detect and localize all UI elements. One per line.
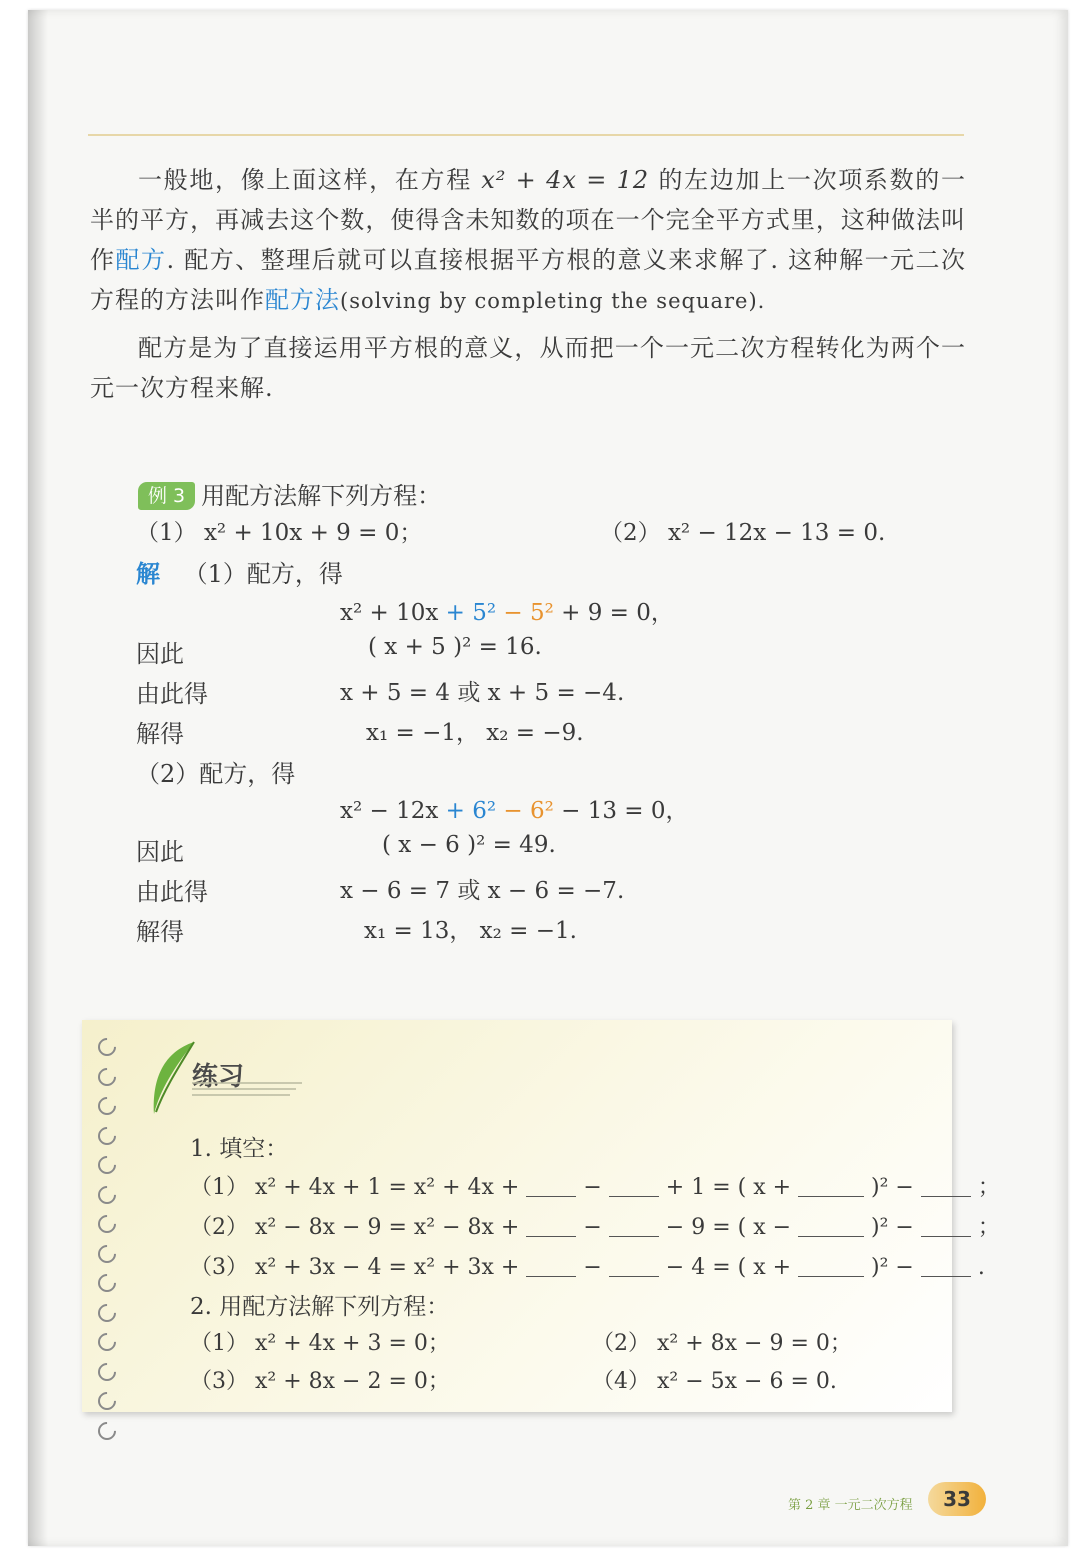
part2-eq-sub-square: − 6² [496, 798, 554, 824]
part1-label-hence: 由此得 [136, 680, 208, 708]
part1-head-text: （1）配方，得 [183, 560, 343, 588]
part1-label-solve: 解得 [136, 720, 184, 748]
intro-paragraph-2: 配方是为了直接运用平方根的意义，从而把一个一元二次方程转化为两个一元一次方程来解. [90, 334, 966, 402]
intro-text-b: 的左边加上一次项系数的一半的平方，再减去这个数，使得含未知数的项在一个完全平方式里，这种做法叫作 [90, 166, 966, 274]
part2-equation-2: ( x − 6 )² = 49. [382, 832, 556, 858]
part2-label-hence: 由此得 [136, 878, 208, 906]
example-question-2: （2） x² − 12x − 13 = 0. [600, 520, 886, 546]
blank-input[interactable] [526, 1276, 576, 1277]
title-underline-decoration [192, 1080, 302, 1098]
term-peifangfa: 配方法 [265, 286, 340, 314]
blank-input[interactable] [921, 1196, 971, 1197]
practice-solve-1: （1） x² + 4x + 3 = 0； [190, 1331, 450, 1356]
example-heading [138, 476, 441, 511]
practice-q1-head: 1. 填空： [190, 1136, 289, 1162]
part2-equation-3: x − 6 = 7 或 x − 6 = −7. [340, 878, 625, 904]
solution-part1-head [136, 554, 343, 589]
blank-input[interactable] [798, 1236, 864, 1237]
spiral-binding [98, 1038, 122, 1451]
part2-eq-b: − 13 = 0， [553, 798, 689, 824]
part2-eq-add-square: + 6² [445, 798, 497, 824]
term-peifang: 配方 [115, 246, 167, 274]
blank-input[interactable] [921, 1236, 971, 1237]
blank-input[interactable] [609, 1236, 659, 1237]
intro-text-a: 一般地，像上面这样，在方程 [138, 166, 482, 194]
example-title: 用配方法解下列方程： [201, 482, 442, 510]
fill-blank-3: （3） x² + 3x − 4 = x² + 3x + − − 4 = ( x + )² − . [190, 1255, 985, 1280]
intro-english-term: (solving by completing the sequare). [340, 289, 766, 313]
intro-paragraph-1 [90, 160, 966, 321]
blank-input[interactable] [798, 1276, 864, 1277]
part1-equation-2: ( x + 5 )² = 16. [368, 634, 542, 660]
part2-label-therefore: 因此 [136, 838, 184, 866]
part2-label-solve: 解得 [136, 918, 184, 946]
fill-blank-2: （2） x² − 8x − 9 = x² − 8x + − − 9 = ( x − )² − ； [190, 1215, 1000, 1240]
part1-label-therefore: 因此 [136, 640, 184, 668]
practice-solve-2: （2） x² + 8x − 9 = 0； [592, 1331, 852, 1356]
part1-equation-1 [340, 594, 674, 627]
part1-equation-4: x₁ = −1， x₂ = −9. [366, 720, 584, 746]
header-rule [88, 134, 964, 136]
practice-title: 练习 [192, 1062, 245, 1092]
example-question-1: （1） x² + 10x + 9 = 0； [136, 520, 423, 546]
solution-part2-head: （2）配方，得 [136, 760, 296, 788]
practice-solve-4: （4） x² − 5x − 6 = 0. [592, 1369, 837, 1394]
intro-equation: x² + 4x = 12 [481, 166, 650, 194]
footer-chapter: 第 2 章 一元二次方程 [788, 1498, 913, 1513]
example-badge: 例 3 [138, 482, 195, 510]
fill-blank-1: （1） x² + 4x + 1 = x² + 4x + − + 1 = ( x + )² − ； [190, 1175, 1000, 1200]
part2-eq-a: x² − 12x [340, 798, 446, 824]
part1-equation-3: x + 5 = 4 或 x + 5 = −4. [340, 680, 625, 706]
intro-text-c: . 配方、整理后就可以直接根据平方根的意义来求解了. 这种解一元二次方程的方法叫作 [90, 246, 967, 314]
practice-q2-head: 2. 用配方法解下列方程： [190, 1294, 450, 1320]
part1-eq-b: + 9 = 0， [553, 600, 674, 626]
solution-label: 解 [136, 559, 160, 588]
part2-equation-1 [340, 792, 689, 825]
part1-eq-add-square: + 5² [445, 600, 497, 626]
part1-eq-sub-square: − 5² [496, 600, 554, 626]
blank-input[interactable] [798, 1196, 864, 1197]
blank-input[interactable] [609, 1196, 659, 1197]
part2-equation-4: x₁ = 13， x₂ = −1. [364, 918, 577, 944]
textbook-page [28, 10, 1068, 1546]
blank-input[interactable] [609, 1276, 659, 1277]
practice-box [82, 1020, 1000, 1412]
blank-input[interactable] [921, 1276, 971, 1277]
practice-solve-3: （3） x² + 8x − 2 = 0； [190, 1369, 450, 1394]
blank-input[interactable] [526, 1196, 576, 1197]
blank-input[interactable] [526, 1236, 576, 1237]
page-spine-shadow [28, 10, 48, 1546]
part1-eq-a: x² + 10x [340, 600, 446, 626]
page-number: 33 [928, 1482, 986, 1516]
